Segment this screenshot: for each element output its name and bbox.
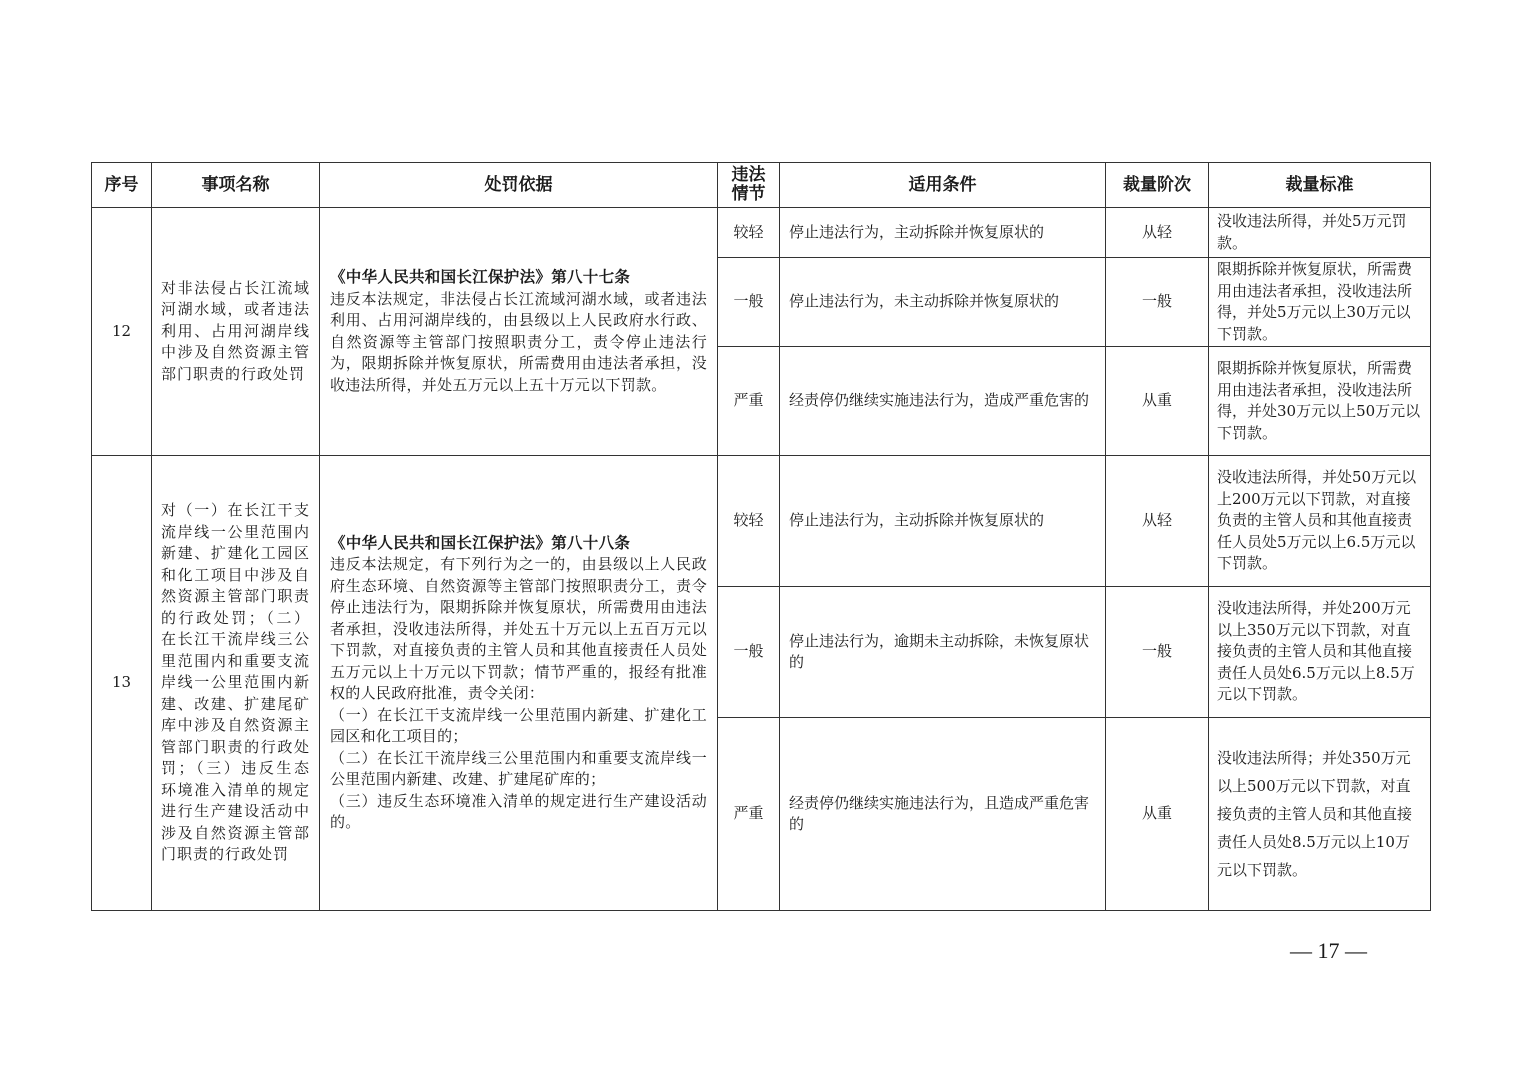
applicable-condition: 经责停仍继续实施违法行为，且造成严重危害的 [780,718,1106,911]
discretion-standard: 没收违法所得；并处350万元以上500万元以下罚款，对直接负责的主管人员和其他直接责任人员处8.5万元以上10万元以下罚款。 [1209,718,1431,911]
discretion-standard: 限期拆除并恢复原状，所需费用由违法者承担，没收违法所得，并处30万元以上50万元以下罚款。 [1209,347,1431,456]
applicable-condition: 经责停仍继续实施违法行为，造成严重危害的 [780,347,1106,456]
discretion-tier: 一般 [1106,258,1209,347]
discretion-tier: 从轻 [1106,208,1209,258]
page-number: — 17 — [1290,938,1367,963]
header-plot: 违法 情节 [718,163,780,208]
law-title: 《中华人民共和国长江保护法》第八十八条 [330,533,631,552]
applicable-condition: 停止违法行为，主动拆除并恢复原状的 [780,456,1106,587]
law-title: 《中华人民共和国长江保护法》第八十七条 [330,268,631,286]
penalty-discretion-table [91,162,1431,911]
header-condition: 适用条件 [780,163,1106,208]
item-name: 对（一）在长江干支流岸线一公里范围内新建、扩建化工园区和化工项目中涉及自然资源主管部门职责的行政处罚；（二）在长江干流岸线三公里范围内和重要支流岸线一公里范围内新建、改建、扩建尾矿库中涉及自然资源主管部门职责的行政处罚；（三）违反生态环境准入清单的规定进行生产建设活动中涉及自然资源主管部门职责的行政处罚 [152,456,320,911]
header-tier: 裁量阶次 [1106,163,1209,208]
row-number: 12 [92,208,152,456]
header-item-name: 事项名称 [152,163,320,208]
plot-level: 较轻 [718,208,780,258]
applicable-condition: 停止违法行为，未主动拆除并恢复原状的 [780,258,1106,347]
discretion-tier: 从重 [1106,347,1209,456]
discretion-tier: 从重 [1106,718,1209,911]
header-no: 序号 [92,163,152,208]
applicable-condition: 停止违法行为，逾期未主动拆除，未恢复原状的 [780,587,1106,718]
item-name: 对非法侵占长江流域河湖水域，或者违法利用、占用河湖岸线中涉及自然资源主管部门职责的行政处罚 [152,208,320,456]
discretion-standard: 没收违法所得，并处5万元罚款。 [1209,208,1431,258]
discretion-standard: 没收违法所得，并处200万元以上350万元以下罚款，对直接负责的主管人员和其他直接责任人员处6.5万元以上8.5万元以下罚款。 [1209,587,1431,718]
header-basis: 处罚依据 [320,163,718,208]
discretion-standard: 没收违法所得，并处50万元以上200万元以下罚款，对直接负责的主管人员和其他直接责任人员处5万元以上6.5万元以下罚款。 [1209,456,1431,587]
table-header-row [92,163,1431,208]
row-number: 13 [92,456,152,911]
table-row [92,208,1431,258]
table-row [92,456,1431,587]
plot-level: 一般 [718,258,780,347]
discretion-tier: 一般 [1106,587,1209,718]
discretion-tier: 从轻 [1106,456,1209,587]
header-standard: 裁量标准 [1209,163,1431,208]
law-text: 违反本法规定，有下列行为之一的，由县级以上人民政府生态环境、自然资源等主管部门按照职责分工，责令停止违法行为，限期拆除并恢复原状，所需费用由违法者承担，没收违法所得，并处五十万元以上五百万元以下罚款，对直接负责的主管人员和其他直接责任人员处五万元以上十万元以下罚款；情节严重的，报经有批准权的人民政府批准，责令关闭： （一）在长江干支流岸线一公里范围内新建、扩建化工园区和化工项目的； （二）在长江干流岸线三公里范围内和重要支流岸线一公里范围内新建、改建、扩建尾矿库的； （三）违反生态环境准入清单的规定进行生产建设活动的。 [330,555,707,831]
plot-level: 严重 [718,347,780,456]
plot-level: 一般 [718,587,780,718]
penalty-basis [320,456,718,911]
discretion-standard: 限期拆除并恢复原状，所需费用由违法者承担，没收违法所得，并处5万元以上30万元以下罚款。 [1209,258,1431,347]
law-text: 违反本法规定，非法侵占长江流域河湖水域，或者违法利用、占用河湖岸线的，由县级以上人民政府水行政、自然资源等主管部门按照职责分工，责令停止违法行为，限期拆除并恢复原状，所需费用由违法者承担，没收违法所得，并处五万元以上五十万元以下罚款。 [330,289,707,394]
plot-level: 严重 [718,718,780,911]
plot-level: 较轻 [718,456,780,587]
applicable-condition: 停止违法行为，主动拆除并恢复原状的 [780,208,1106,258]
penalty-basis [320,208,718,456]
